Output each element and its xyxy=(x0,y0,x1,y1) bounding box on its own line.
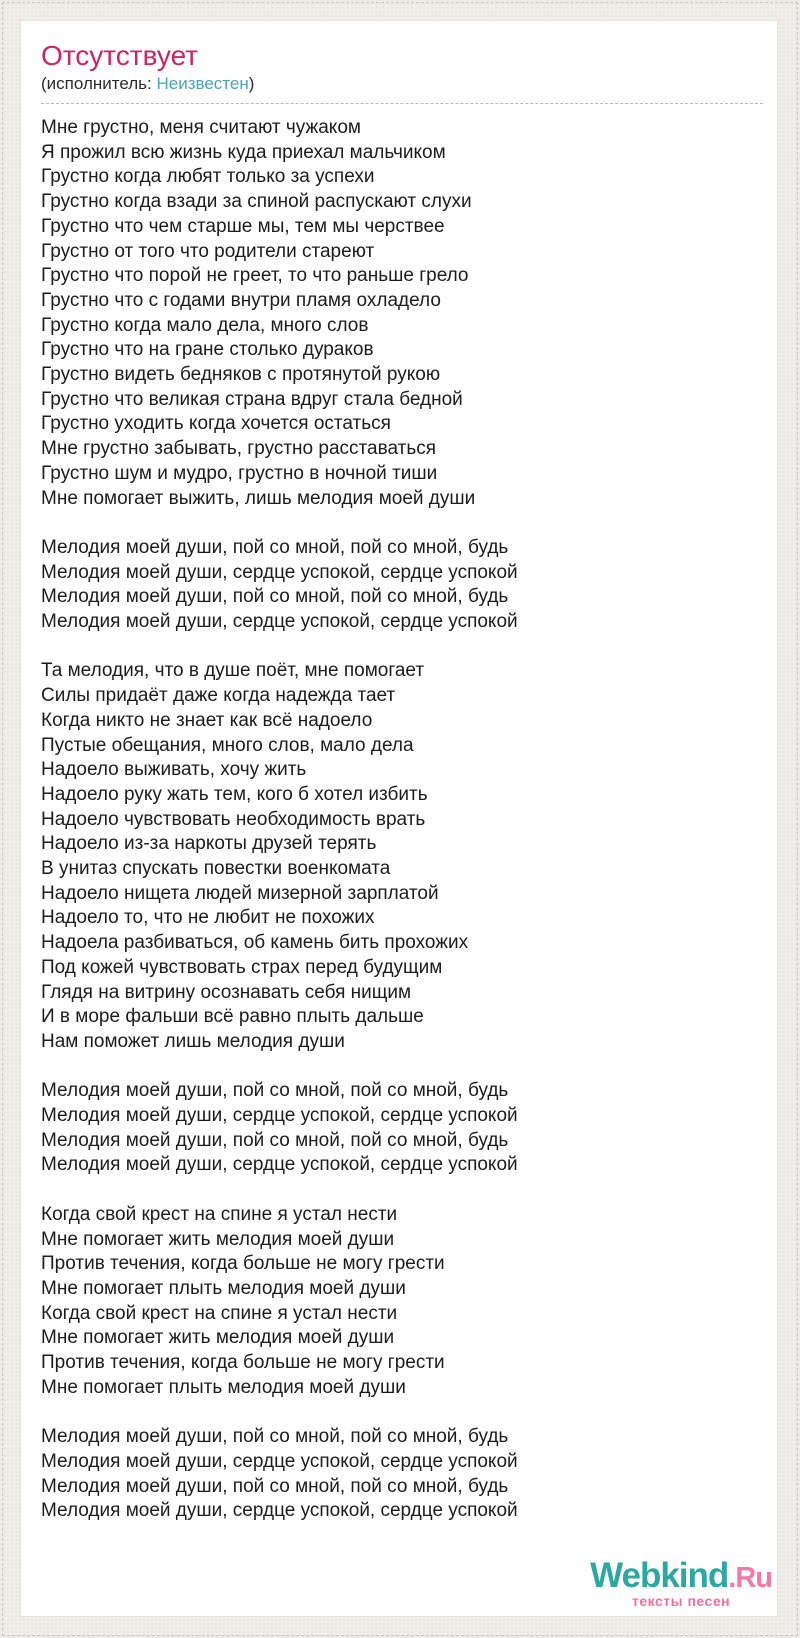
lyric-line: Надоело чувствовать необходимость врать xyxy=(41,808,426,830)
lyric-line: Мне помогает плыть мелодия моей души xyxy=(41,1376,406,1398)
lyric-line: Грустно видеть бедняков с протянутой рукою xyxy=(41,364,441,386)
lyric-line: Грустно что великая страна вдруг стала бедной xyxy=(41,388,463,410)
lyric-line: Мне грустно, меня считают чужаком xyxy=(41,117,361,138)
lyric-line: Мне грустно забывать, грустно расставаться xyxy=(41,438,437,460)
lyric-line: Грустно что чем старше мы, тем мы черствее xyxy=(41,215,445,237)
lyric-line: Мне помогает выжить, лишь мелодия моей души xyxy=(41,487,476,509)
header-separator xyxy=(41,103,763,104)
lyric-line: Мелодия моей души, сердце успокой, сердце успокой xyxy=(41,611,518,633)
lyric-line: Мелодия моей души, пой со мной, пой со мной, будь xyxy=(41,1426,509,1448)
logo-tagline: тексты песен xyxy=(632,1593,731,1609)
lyric-line: Грустно уходить когда хочется остаться xyxy=(41,413,391,435)
lyric-line: Мелодия моей души, пой со мной, пой со мной, будь xyxy=(41,1475,509,1497)
stanza xyxy=(41,1079,757,1178)
lyric-line: Нам поможет лишь мелодия души xyxy=(41,1030,345,1052)
stanza xyxy=(41,659,757,1054)
lyric-line: Глядя на витрину осознавать себя нищим xyxy=(41,981,412,1003)
artist-label: (исполнитель: xyxy=(41,74,157,93)
lyric-line: Пустые обещания, много слов, мало дела xyxy=(41,734,414,756)
webkind-logo-link[interactable] xyxy=(590,1558,772,1608)
lyric-line: И в море фальши всё равно плыть дальше xyxy=(41,1006,424,1028)
logo-main-text: Webkind xyxy=(590,1556,729,1595)
lyric-line: Мелодия моей души, сердце успокой, сердце успокой xyxy=(41,561,518,583)
lyric-line: Грустно когда мало дела, много слов xyxy=(41,314,369,336)
lyric-line: Мне помогает жить мелодия моей души xyxy=(41,1327,395,1349)
content-card xyxy=(20,20,778,1617)
lyric-line: Надоело выживать, хочу жить xyxy=(41,759,307,781)
lyric-line: Мелодия моей души, сердце успокой, сердце успокой xyxy=(41,1105,518,1127)
lyric-line: Надоело руку жать тем, кого б хотел избить xyxy=(41,783,428,805)
lyric-line: Надоело из-за наркоты друзей терять xyxy=(41,833,377,855)
lyric-line: Мелодия моей души, пой со мной, пой со мной, будь xyxy=(41,1080,509,1102)
lyric-line: Мелодия моей души, пой со мной, пой со мной, будь xyxy=(41,1129,509,1151)
lyric-line: Мелодия моей души, сердце успокой, сердце успокой xyxy=(41,1450,518,1472)
lyrics-text xyxy=(41,116,757,1524)
lyric-line: Грустно шум и мудро, грустно в ночной тиши xyxy=(41,462,438,484)
lyric-line: В унитаз спускать повестки военкомата xyxy=(41,858,391,880)
lyric-line: Мелодия моей души, сердце успокой, сердце успокой xyxy=(41,1500,518,1522)
lyric-line: Мелодия моей души, пой со мной, пой со мной, будь xyxy=(41,536,509,558)
stanza xyxy=(41,1203,757,1401)
lyric-line: Та мелодия, что в душе поёт, мне помогает xyxy=(41,660,425,682)
lyric-line: Под кожей чувствовать страх перед будущим xyxy=(41,956,443,978)
lyric-line: Грустно что на гране столько дураков xyxy=(41,339,374,361)
artist-line xyxy=(41,73,757,95)
lyric-line: Грустно что порой не греет, то что раньше грело xyxy=(41,265,469,287)
stanza xyxy=(41,536,757,635)
logo-suffix-text: .Ru xyxy=(728,1562,772,1594)
lyric-line: Мне помогает плыть мелодия моей души xyxy=(41,1277,406,1299)
lyric-line: Мне помогает жить мелодия моей души xyxy=(41,1228,395,1250)
lyric-line: Грустно что с годами внутри пламя охладело xyxy=(41,289,441,311)
lyric-line: Надоела разбиваться, об камень бить прохожих xyxy=(41,932,469,954)
lyric-line: Когда никто не знает как всё надоело xyxy=(41,709,373,731)
lyric-line: Мелодия моей души, сердце успокой, сердце успокой xyxy=(41,1154,518,1176)
lyric-line: Грустно когда взади за спиной распускают слухи xyxy=(41,191,472,213)
lyric-line: Против течения, когда больше не могу грести xyxy=(41,1253,445,1275)
lyric-line: Против течения, когда больше не могу грести xyxy=(41,1352,445,1374)
lyric-line: Мелодия моей души, пой со мной, пой со мной, будь xyxy=(41,586,509,608)
song-title: Отсутствует xyxy=(41,40,199,71)
lyric-line: Я прожил всю жизнь куда приехал мальчиком xyxy=(41,141,446,163)
artist-close-paren: ) xyxy=(248,74,255,93)
lyric-line: Надоело нищета людей мизерной зарплатой xyxy=(41,882,439,904)
artist-link[interactable]: Неизвестен xyxy=(156,74,249,93)
lyric-line: Грустно когда любят только за успехи xyxy=(41,166,375,188)
lyric-line: Силы придаёт даже когда надежда тает xyxy=(41,685,396,707)
lyric-line: Надоело то, что не любит не похожих xyxy=(41,907,375,929)
lyric-line: Грустно от того что родители стареют xyxy=(41,240,375,262)
stanza xyxy=(41,116,757,511)
webkind-logo xyxy=(590,1558,772,1593)
stanza xyxy=(41,1425,757,1524)
lyric-line: Когда свой крест на спине я устал нести xyxy=(41,1302,398,1324)
lyric-line: Когда свой крест на спине я устал нести xyxy=(41,1203,398,1225)
